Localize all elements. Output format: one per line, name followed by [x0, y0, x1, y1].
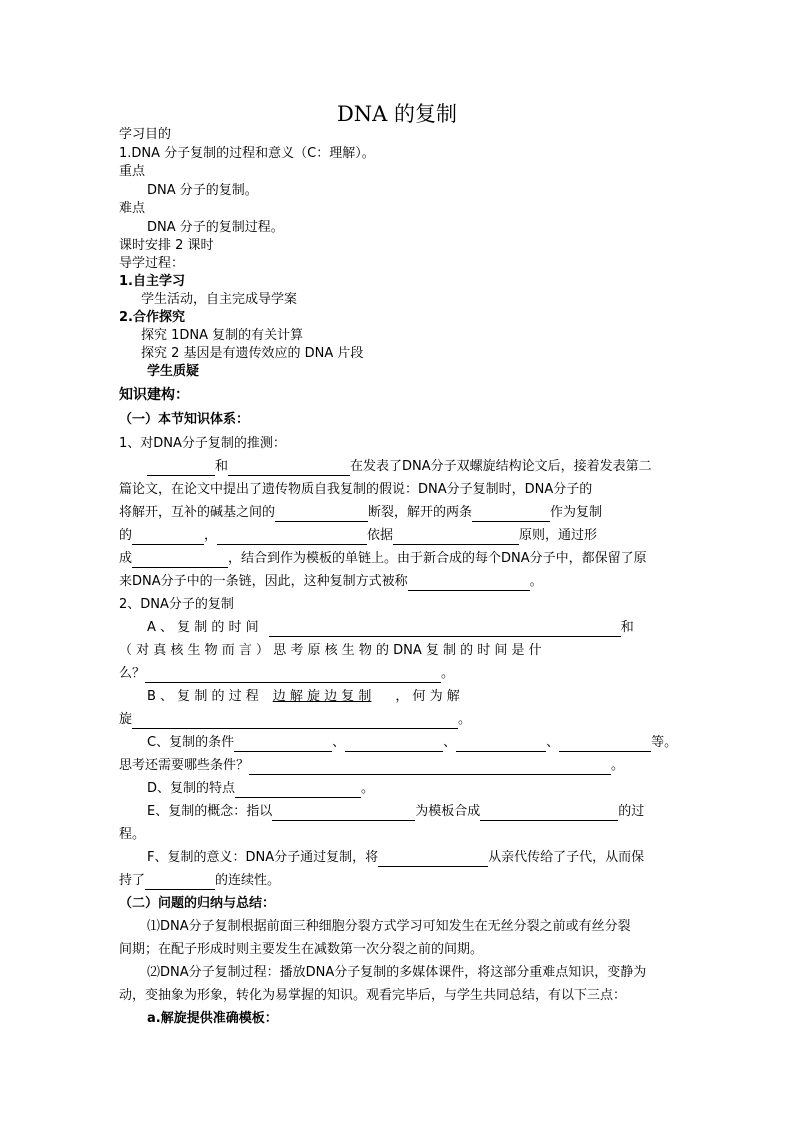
page-title: DNA 的复制: [336, 102, 458, 126]
text: 思考还需要哪些条件？: [119, 758, 250, 773]
text: 原则，通过形: [519, 528, 598, 543]
blank[interactable]: [217, 530, 367, 545]
part-1-heading: 1、对DNA分子复制的推测：: [119, 436, 286, 451]
blank[interactable]: [345, 737, 443, 752]
blank[interactable]: [234, 737, 332, 752]
item-a-line-2: （ 对 真 核 生 物 而 言 ） 思 考 原 核 生 物 的 DNA 复 制 的 时 间 是 什: [119, 643, 542, 658]
item-f-line-2: [119, 872, 280, 890]
part-1-line-3: [119, 504, 602, 522]
item-a-line-3: [119, 665, 454, 683]
schedule-text: 课时安排 2 课时: [119, 238, 214, 253]
text: 么？: [119, 666, 146, 681]
text: 来DNA分子中的一条链，因此，这种复制方式被称: [119, 574, 408, 589]
text: 。: [361, 781, 375, 796]
text: D、复制的特点: [147, 781, 236, 796]
blank[interactable]: [378, 852, 488, 867]
step-2-item-a: 探究 1DNA 复制的有关计算: [141, 328, 304, 343]
text: 在发表了DNA分子双螺旋结构论文后，接着发表第二: [350, 459, 652, 474]
text: 等。: [651, 735, 678, 750]
blank[interactable]: [472, 507, 550, 522]
blank[interactable]: [145, 875, 215, 890]
item-e-line-2: 程。: [119, 827, 146, 842]
text: 、: [546, 735, 560, 750]
text: 将解开，互补的碱基之间的: [119, 505, 276, 520]
item-b-line-1: [147, 688, 460, 706]
step-1-desc: 学生活动，自主完成导学案: [141, 292, 298, 307]
item-c-line-2: [119, 757, 624, 775]
text: F、复制的意义：DNA分子通过复制，将: [147, 850, 379, 865]
blank[interactable]: [480, 806, 618, 821]
text: 的: [119, 528, 133, 543]
text: 的连续性。: [215, 873, 281, 888]
part-1-line-2: 篇论文，在论文中提出了遗传物质自我复制的假说：DNA分子复制时，DNA分子的: [119, 482, 593, 497]
text: E、复制的概念：指以: [147, 804, 273, 819]
difficulty-heading: 难点: [119, 201, 146, 216]
knowledge-heading: 知识建构：: [119, 387, 189, 403]
item-a-line-1: [147, 619, 634, 637]
part-1-line-5: [119, 550, 647, 568]
item-c-line-1: [147, 734, 677, 752]
item-f-line-1: [147, 849, 644, 867]
goals-heading: 学习目的: [119, 127, 172, 142]
focus-text: DNA 分子的复制。: [147, 183, 258, 198]
text: 、: [443, 735, 457, 750]
text: 从亲代传给了子代，从而保: [488, 850, 645, 865]
text: ，: [204, 528, 218, 543]
blank[interactable]: [249, 760, 611, 775]
blank[interactable]: [145, 668, 441, 683]
text: A 、 复 制 的 时 间: [147, 620, 259, 635]
item-e-line-1: [147, 803, 644, 821]
blank[interactable]: [408, 576, 530, 591]
blank[interactable]: [275, 507, 368, 522]
text: B 、 复 制 的 过 程: [147, 689, 259, 704]
step-2-heading: 2.合作探究: [119, 310, 185, 325]
summary-point-a: a.解旋提供准确模板：: [147, 1011, 278, 1026]
step-3-heading: 学生质疑: [147, 364, 200, 379]
item-d-line: [147, 780, 374, 798]
process-heading: 导学过程：: [119, 256, 185, 271]
summary-1-line-2: 间期；在配子形成时则主要发生在减数第一次分裂之前的间期。: [119, 942, 484, 957]
part-1-line-4: [119, 527, 597, 545]
text: 的过: [618, 804, 645, 819]
text: 。: [441, 666, 455, 681]
blank[interactable]: [456, 737, 546, 752]
text: 断裂，解开的两条: [368, 505, 473, 520]
blank[interactable]: [147, 461, 215, 476]
text: 。: [529, 574, 543, 589]
blank[interactable]: [235, 783, 361, 798]
text: 和: [620, 620, 634, 635]
blank[interactable]: [132, 714, 458, 729]
item-b-line-2: [119, 711, 471, 729]
text: 、: [332, 735, 346, 750]
blank[interactable]: [228, 461, 350, 476]
step-2-item-b: 探究 2 基因是有遗传效应的 DNA 片段: [141, 346, 364, 361]
blank[interactable]: [132, 530, 204, 545]
step-1-heading: 1.自主学习: [119, 274, 185, 289]
text: 依据: [367, 528, 394, 543]
text: 为模板合成: [415, 804, 481, 819]
text: ，结合到作为模板的单链上。由于新合成的每个DNA分子中，都保留了原: [228, 551, 647, 566]
underlined-answer: 边 解 旋 边 复 制: [272, 689, 372, 704]
text: 。: [611, 758, 625, 773]
blank[interactable]: [272, 806, 415, 821]
text: 。: [458, 712, 472, 727]
section-1-heading: （一）本节知识体系：: [119, 412, 250, 427]
focus-heading: 重点: [119, 164, 146, 179]
text: 持了: [119, 873, 146, 888]
text: C、复制的条件: [147, 735, 235, 750]
blank[interactable]: [132, 553, 228, 568]
text: 和: [215, 459, 229, 474]
part-1-line-6: [119, 573, 543, 591]
text: 作为复制: [550, 505, 603, 520]
blank[interactable]: [559, 737, 651, 752]
text: 旋: [119, 712, 133, 727]
section-2-heading: （二）问题的归纳与总结：: [119, 896, 276, 911]
difficulty-text: DNA 分子的复制过程。: [147, 220, 284, 235]
summary-2-line-2: 动，变抽象为形象，转化为易掌握的知识。观看完毕后，与学生共同总结，有以下三点：: [119, 988, 627, 1003]
summary-1-line-1: ⑴DNA分子复制根据前面三种细胞分裂方式学习可知发生在无丝分裂之前或有丝分裂: [147, 919, 631, 934]
blank[interactable]: [269, 622, 621, 637]
goal-item-1: 1.DNA 分子复制的过程和意义（C：理解）。: [119, 146, 375, 161]
summary-2-line-1: ⑵DNA分子复制过程：播放DNA分子复制的多媒体课件，将这部分重难点知识，变静为: [147, 965, 647, 980]
text: ， 何 为 解: [395, 689, 460, 704]
blank[interactable]: [393, 530, 519, 545]
text: 成: [119, 551, 133, 566]
part-1-line-1: [147, 458, 652, 476]
part-2-heading: 2、DNA分子的复制: [119, 597, 234, 612]
